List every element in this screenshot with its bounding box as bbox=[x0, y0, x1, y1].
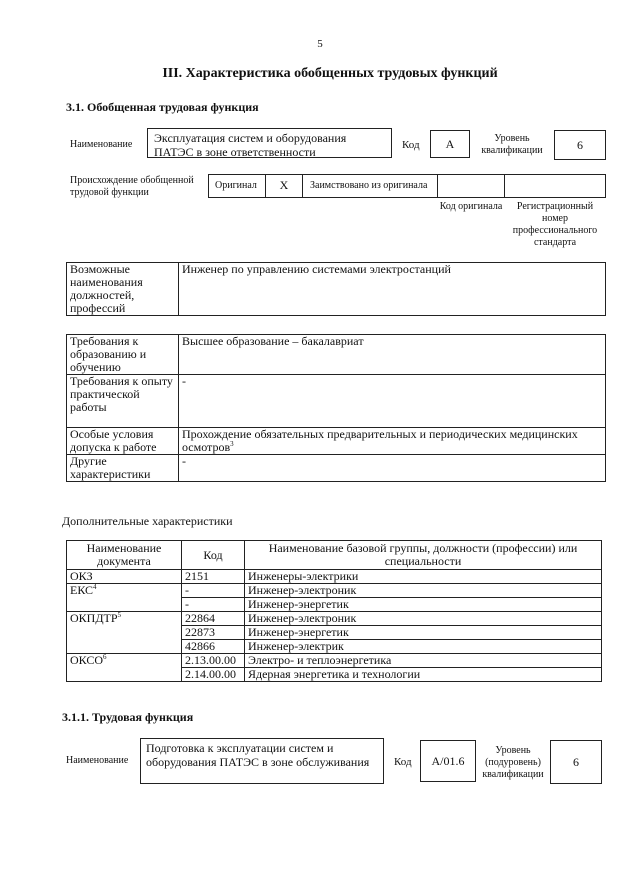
gtf-level-value: 6 bbox=[577, 138, 583, 152]
gtf-level-label: Уровень квалификации bbox=[481, 133, 543, 156]
doc-cell bbox=[67, 640, 182, 654]
positions-row bbox=[67, 263, 606, 316]
positions-table bbox=[66, 262, 606, 316]
section-title: III. Характеристика обобщенных трудовых функций bbox=[162, 66, 498, 81]
additional-heading: Дополнительные характеристики bbox=[62, 514, 233, 528]
gtf-name-box bbox=[147, 128, 392, 158]
table-row bbox=[67, 598, 602, 612]
gtf-code-box bbox=[430, 130, 470, 158]
tf-name-value: Подготовка к эксплуатации систем и оборудования ПАТЭС в зоне обслуживания bbox=[146, 741, 370, 769]
tf-name-box bbox=[140, 738, 384, 784]
requirement-row bbox=[67, 428, 606, 455]
code-cell: 2.14.00.00 bbox=[182, 668, 245, 682]
table-row bbox=[67, 626, 602, 640]
footnote-mark: 6 bbox=[103, 653, 107, 661]
requirement-row bbox=[67, 335, 606, 375]
name-cell: Электро- и теплоэнергетика bbox=[245, 654, 602, 668]
doc-name: ОКЗ bbox=[70, 569, 93, 583]
requirement-row bbox=[67, 375, 606, 428]
code-cell: 22873 bbox=[182, 626, 245, 640]
code-cell: - bbox=[182, 584, 245, 598]
doc-cell bbox=[67, 626, 182, 640]
doc-name: ОКСО bbox=[70, 653, 104, 667]
gtf-reg-number-caption: Регистрационный номер профессионального стандарта bbox=[512, 201, 598, 248]
doc-cell bbox=[67, 584, 182, 598]
tf-level-value: 6 bbox=[573, 755, 579, 769]
requirements-table bbox=[66, 334, 606, 482]
positions-label: Возможные наименования должностей, профессий bbox=[67, 263, 179, 316]
footnote-mark: 3 bbox=[230, 440, 234, 448]
gtf-name-value: Эксплуатация систем и оборудования ПАТЭС в зоне ответственности bbox=[154, 131, 347, 159]
requirement-value: - bbox=[179, 455, 606, 482]
gtf-origin-divider bbox=[437, 174, 438, 198]
requirement-value: Высшее образование – бакалавриат bbox=[179, 335, 606, 375]
name-cell: Ядерная энергетика и технологии bbox=[245, 668, 602, 682]
doc-cell bbox=[67, 612, 182, 626]
name-cell: Инженеры-электрики bbox=[245, 570, 602, 584]
code-cell: 2.13.00.00 bbox=[182, 654, 245, 668]
gtf-code-label: Код bbox=[402, 139, 420, 151]
table-row bbox=[67, 570, 602, 584]
requirement-label: Особые условия допуска к работе bbox=[67, 428, 179, 455]
tf-level-box bbox=[550, 740, 602, 784]
code-cell: 2151 bbox=[182, 570, 245, 584]
tf-code-box bbox=[420, 740, 476, 782]
additional-header-row bbox=[67, 541, 602, 570]
name-cell: Инженер-энергетик bbox=[245, 626, 602, 640]
header-code: Код bbox=[182, 541, 245, 570]
gtf-original-label: Оригинал bbox=[215, 180, 257, 191]
code-cell: 42866 bbox=[182, 640, 245, 654]
requirement-text: Прохождение обязательных предварительных и периодических медицинских осмотров bbox=[182, 427, 578, 454]
header-name: Наименование базовой группы, должности (профессии) или специальности bbox=[245, 541, 602, 570]
name-cell: Инженер-электроник bbox=[245, 612, 602, 626]
requirement-label: Требования к опыту практической работы bbox=[67, 375, 179, 428]
code-cell: - bbox=[182, 598, 245, 612]
gtf-reg-cell bbox=[504, 174, 606, 198]
header-doc: Наименование документа bbox=[67, 541, 182, 570]
table-row bbox=[67, 612, 602, 626]
doc-name: ЕКС bbox=[70, 583, 94, 597]
doc-cell bbox=[67, 668, 182, 682]
gtf-original-mark: X bbox=[279, 178, 289, 192]
additional-table bbox=[66, 540, 602, 682]
gtf-borrowed-label: Заимствовано из оригинала bbox=[310, 180, 428, 191]
requirement-label: Требования к образованию и обучению bbox=[67, 335, 179, 375]
tf-heading: 3.1.1. Трудовая функция bbox=[62, 710, 194, 724]
doc-cell bbox=[67, 598, 182, 612]
doc-cell bbox=[67, 570, 182, 584]
positions-value: Инженер по управлению системами электростанций bbox=[179, 263, 606, 316]
name-cell: Инженер-электрик bbox=[245, 640, 602, 654]
tf-code-value: A/01.6 bbox=[431, 754, 465, 768]
table-row bbox=[67, 584, 602, 598]
doc-cell bbox=[67, 654, 182, 668]
requirement-value: - bbox=[179, 375, 606, 428]
tf-name-label: Наименование bbox=[66, 755, 129, 766]
footnote-mark: 5 bbox=[117, 611, 122, 619]
tf-code-label: Код bbox=[394, 756, 412, 768]
gtf-level-box bbox=[554, 130, 606, 160]
footnote-mark: 4 bbox=[93, 583, 97, 591]
table-row bbox=[67, 668, 602, 682]
code-cell: 22864 bbox=[182, 612, 245, 626]
gtf-name-label: Наименование bbox=[70, 139, 133, 150]
name-cell: Инженер-энергетик bbox=[245, 598, 602, 612]
gtf-heading: 3.1. Обобщенная трудовая функция bbox=[66, 100, 259, 114]
page-number: 5 bbox=[317, 38, 323, 50]
tf-level-label: Уровень (подуровень) квалификации bbox=[482, 745, 544, 780]
gtf-origin-code-caption: Код оригинала bbox=[439, 201, 503, 212]
requirement-value bbox=[179, 428, 606, 455]
gtf-code-value: A bbox=[445, 137, 455, 151]
requirement-row bbox=[67, 455, 606, 482]
name-cell: Инженер-электроник bbox=[245, 584, 602, 598]
gtf-origin-label: Происхождение обобщенной трудовой функции bbox=[70, 175, 194, 198]
doc-name: ОКПДТР bbox=[70, 611, 118, 625]
table-row bbox=[67, 640, 602, 654]
requirement-label: Другие характеристики bbox=[67, 455, 179, 482]
table-row bbox=[67, 654, 602, 668]
